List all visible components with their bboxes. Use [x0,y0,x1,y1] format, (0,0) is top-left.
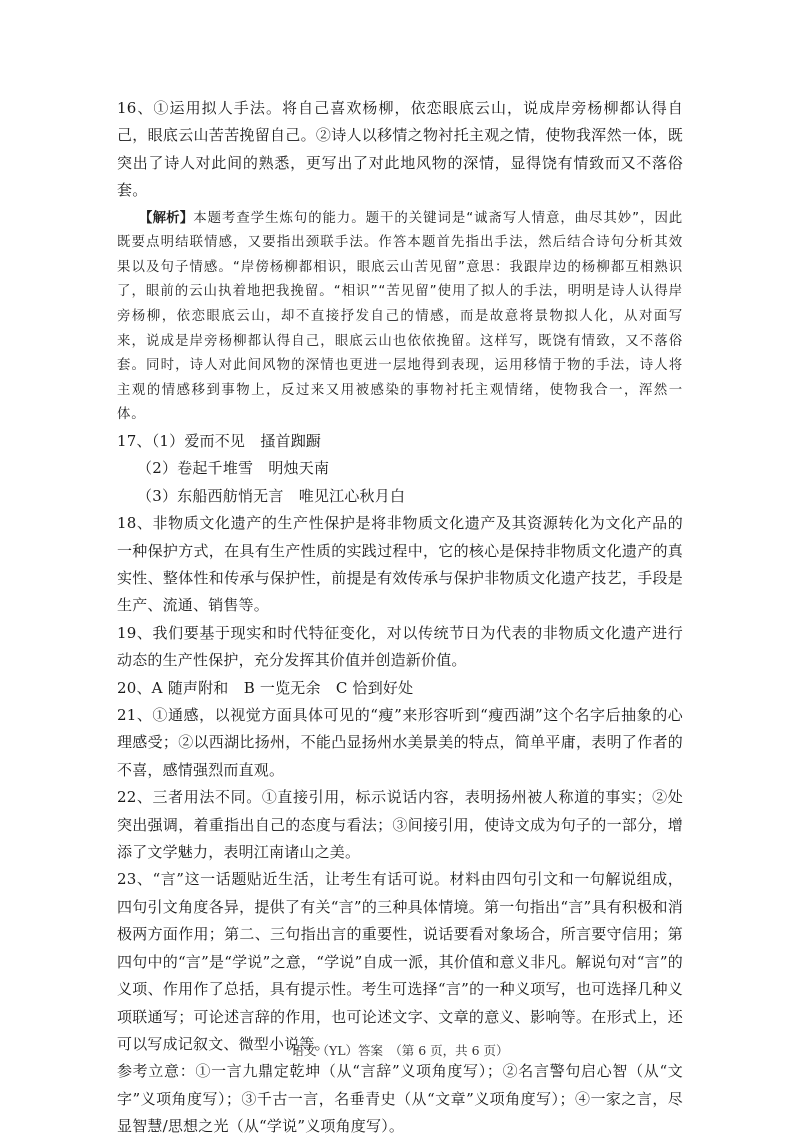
answer-17-label: 17、 [117,431,152,450]
answer-16: 16、①运用拟人手法。将自己喜欢杨柳，依恋眼底云山，说成岸旁杨柳都认得自己，眼底云山苦苦挽留自己。②诗人以移情之物衬托主观之情，使物我浑然一体，既突出了诗人对此间的熟悉，更写出了对此地风物的深情，显得饶有情致而又不落俗套。 [117,99,683,200]
answer-18: 18、非物质文化遗产的生产性保护是将非物质文化遗产及其资源转化为文化产品的一种保护方式，在具有生产性质的实践过程中，它的核心是保持非物质文化遗产的真实性、整体性和传承与保护性，前提是有效传承与保护非物质文化遗产技艺，手段是生产、流通、销售等。 [117,514,683,615]
answer-17-line-1: （1）爱而不见 搔首踟蹰 [151,431,322,450]
analysis-tag: 【解析】 [139,210,194,226]
analysis-text: 本题考查学生炼句的能力。题干的关键词是“诚斋写人情意，曲尽其妙”，因此既要点明结联情感，又要指出颈联手法。作答本题首先指出手法，然后结合诗句分析其效果以及句子情感。“岸傍杨柳都相识，眼底云山苦见留”意思：我跟岸边的杨柳都互相熟识了，眼前的云山执着地把我挽留。“相识”“苦见留”使用了拟人的手法，明明是诗人认得岸旁杨柳，依恋眼底云山，却不直接抒发自己的情感，而是故意将景物拟人化，从对面写来，说成是岸旁杨柳都认得自己，眼底云山也依依挽留。这样写，既饶有情致，又不落俗套。同时，诗人对此间风物的深情也更进一层地得到表现，运用移情于物的手法，诗人将主观的情感移到事物上，反过来又用被感染的事物衬托主观情绪，使物我合一，浑然一体。 [117,210,683,423]
answer-17-line-2: （2）卷起千堆雪 明烛天南 [137,459,330,478]
analysis-paragraph [117,207,683,428]
answer-19: 19、我们要基于现实和时代特征变化，对以传统节日为代表的非物质文化遗产进行动态的生产性保护，充分发挥其价值并创造新价值。 [117,623,683,670]
answer-23: 23、“言”这一话题贴近生活，让考生有话可说。材料由四句引文和一句解说组成，四句引文角度各异，提供了有关“言”的三种具体情境。第一句指出“言”具有积极和消极两方面作用；第二、三句指出言的重要性，说话要看对象场合，所言要守信用；第四句中的“言”是“学说”之意，“学说”自成一派，其价值和意义非凡。解说句对“言”的义项、作用作了总括，具有提示性。考生可选择“言”的一种义项写，也可选择几种义项联通写；可论述言辞的作用，也可论述文字、文章的意义、影响等。在形式上，还可以写成记叙文、微型小说等。 [117,870,683,1053]
answer-content [117,95,683,1141]
page-footer: 语文（YL）答案 （第 6 页，共 6 页） [291,1043,509,1058]
answer-17 [117,428,683,510]
answer-21: 21、①通感，以视觉方面具体可见的“瘦”来形容听到“瘦西湖”这个名字后抽象的心理感受；②以西湖比扬州，不能凸显扬州水美景美的特点，简单平庸，表明了作者的不喜，感情强烈而直观。 [117,706,683,779]
reference-ideas: 参考立意：①一言九鼎定乾坤（从“言辞”义项角度写）；②名言警句启心智（从“文字”义项角度写）；③千古一言，名垂青史（从“文章”义项角度写）；④一家之言，尽显智慧/思想之光（从“学说”义项角度写）。 [117,1062,683,1136]
answer-17-line-3: （3）东船西舫悄无言 唯见江心秋月白 [137,486,406,505]
answer-20: 20、A 随声附和 B 一览无余 C 恰到好处 [117,678,414,697]
answer-22: 22、三者用法不同。①直接引用，标示说话内容，表明扬州被人称道的事实；②处突出强调，着重指出自己的态度与看法；③间接引用，使诗文成为句子的一部分，增添了文学魅力，表明江南诸山之美。 [117,788,683,862]
